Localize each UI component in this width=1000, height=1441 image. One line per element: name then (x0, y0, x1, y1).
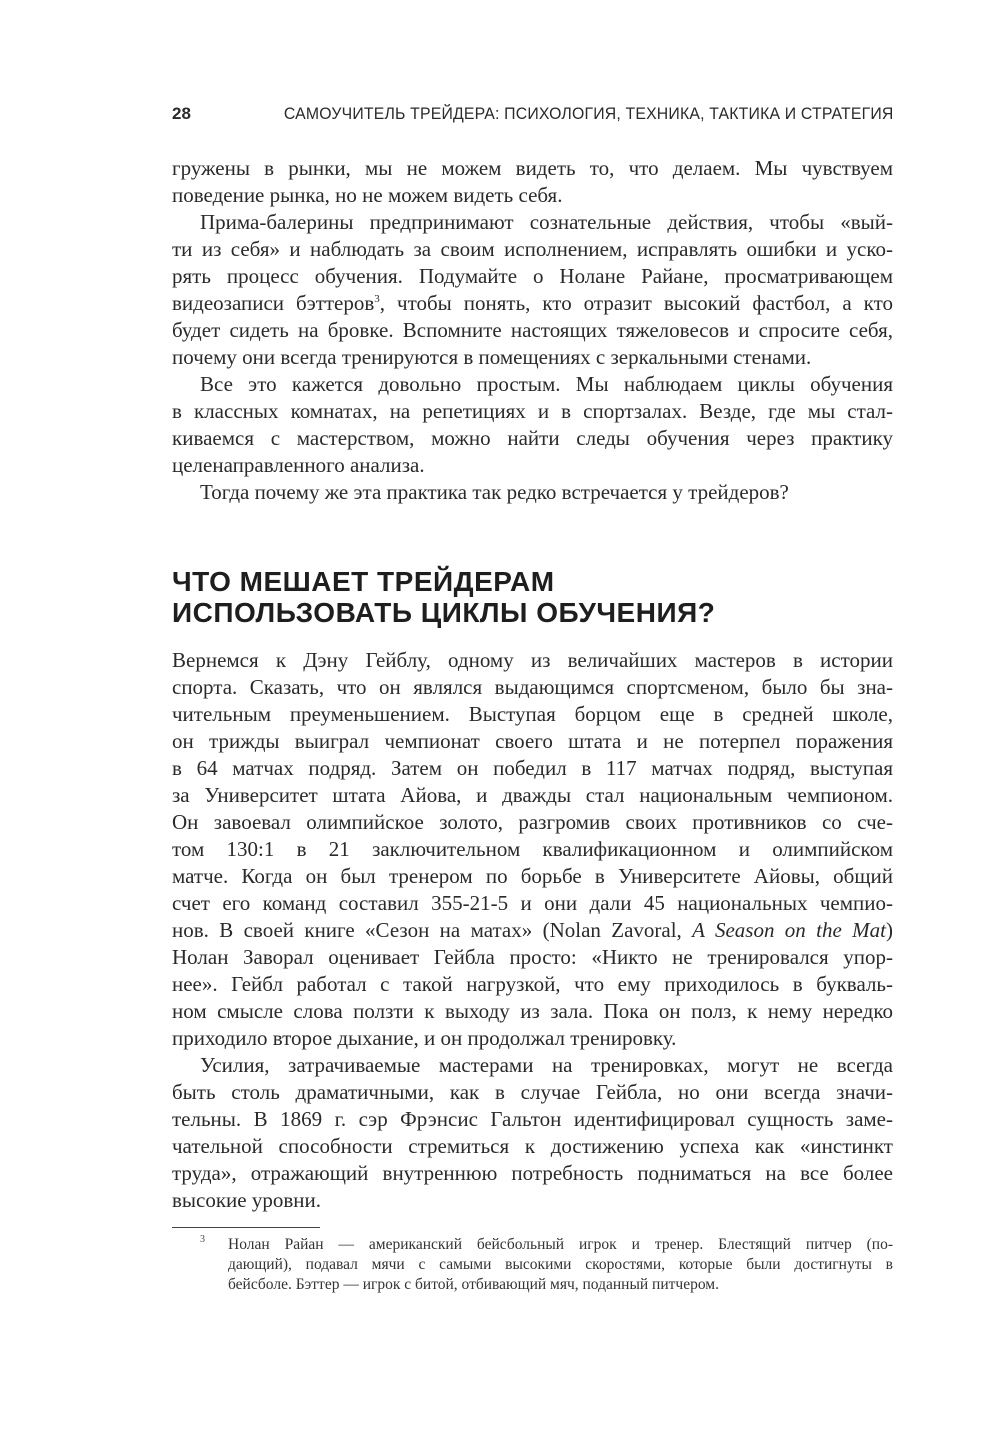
text-line: поведение рынка, но не можем видеть себя. (172, 183, 563, 207)
body-text-section-1 (172, 155, 893, 506)
text-line: Он завоевал олимпийское золото, разгромив своих противников со сче- (172, 810, 893, 834)
text-line (172, 290, 893, 317)
heading-line: ИСПОЛЬЗОВАТЬ ЦИКЛЫ ОБУЧЕНИЯ? (172, 597, 716, 628)
footnote (228, 1235, 893, 1295)
text-line: рять процесс обучения. Подумайте о Нолане Райане, просматривающем (172, 264, 893, 288)
section-heading (172, 566, 715, 628)
footnote-line: Нолан Райан — американский бейсбольный игрок и тренер. Блестящий питчер (по- (228, 1236, 893, 1253)
footnote-divider (172, 1227, 320, 1228)
text-line (172, 917, 893, 944)
running-title: САМОУЧИТЕЛЬ ТРЕЙДЕРА: ПСИХОЛОГИЯ, ТЕХНИКА, ТАКТИКА И СТРАТЕГИЯ (283, 104, 893, 123)
text-line: Тогда почему же эта практика так редко встречается у трейдеров? (200, 480, 789, 504)
footnote-number: 3 (200, 1234, 205, 1245)
text-line: высокие уровни. (172, 1188, 321, 1212)
text-line: целенаправленного анализа. (172, 453, 425, 477)
text-line: спорта. Сказать, что он являлся выдающимся спортсменом, было бы зна- (172, 675, 893, 699)
footnote-line: бейсболе. Бэттер — игрок с битой, отбивающий мяч, поданный питчером. (228, 1276, 719, 1293)
text-line: чительным преуменьшением. Выступая борцом еще в средней школе, (172, 702, 893, 726)
text-line: он трижды выиграл чемпионат своего штата и не потерпел поражения (172, 729, 893, 753)
text-line: Все это кажется довольно простым. Мы наблюдаем циклы обучения (200, 372, 893, 396)
text-line: почему они всегда тренируются в помещениях с зеркальными стенами. (172, 345, 812, 369)
text-fragment: видеозаписи бэттеров (172, 291, 375, 315)
text-line: гружены в рынки, мы не можем видеть то, что делаем. Мы чувствуем (172, 156, 893, 180)
text-line: киваемся с мастерством, можно найти следы обучения через практику (172, 426, 893, 450)
footnote-reference[interactable]: 3 (374, 293, 380, 305)
text-line: тельны. В 1869 г. сэр Фрэнсис Гальтон идентифицировал сущность заме- (172, 1107, 893, 1131)
footnote-line: дающий), подавал мячи с самыми высокими скоростями, которые были достигнуты в (228, 1256, 893, 1273)
text-line: Усилия, затрачиваемые мастерами на тренировках, могут не всегда (200, 1053, 893, 1077)
text-line: в классных комнатах, на репетициях и в спортзалах. Везде, где мы стал- (172, 399, 893, 423)
heading-line: ЧТО МЕШАЕТ ТРЕЙДЕРАМ (172, 566, 555, 597)
text-line: матче. Когда он был тренером по борьбе в Университете Айовы, общий (172, 864, 893, 888)
text-fragment: , чтобы понять, кто отразит высокий фастбол, а кто (379, 291, 893, 315)
running-header (172, 104, 893, 128)
body-text-section-2 (172, 647, 893, 1214)
text-fragment: нов. В своей книге «Сезон на матах» (Nolan Zavoral, (172, 918, 693, 942)
text-line: чательной способности стремиться к достижению успеха как «инстинкт (172, 1134, 893, 1158)
text-line: Нолан Заворал оценивает Гейбла просто: «Никто не тренировался упор- (172, 945, 893, 969)
text-line: счет его команд составил 355-21-5 и они дали 45 национальных чемпио- (172, 891, 893, 915)
text-fragment: ) (885, 918, 893, 942)
text-line: будет сидеть на бровке. Вспомните настоящих тяжеловесов и спросите себя, (172, 318, 893, 342)
book-title: A Season on the Mat (692, 918, 886, 942)
page-number: 28 (172, 104, 191, 123)
text-line: Прима-балерины предпринимают сознательные действия, чтобы «вый- (200, 210, 893, 234)
text-line: быть столь драматичными, как в случае Гейбла, но они всегда значи- (172, 1080, 893, 1104)
text-line: ном смысле слова ползти к выходу из зала. Пока он полз, к нему нередко (172, 999, 893, 1023)
text-line: приходило второе дыхание, и он продолжал тренировку. (172, 1026, 677, 1050)
text-line: том 130:1 в 21 заключительном квалификационном и олимпийском (172, 837, 893, 861)
text-line: за Университет штата Айова, и дважды стал национальным чемпионом. (172, 783, 893, 807)
text-line: нее». Гейбл работал с такой нагрузкой, что ему приходилось в букваль- (172, 972, 893, 996)
text-line: в 64 матчах подряд. Затем он победил в 117 матчах подряд, выступая (172, 756, 893, 780)
text-line: Вернемся к Дэну Гейблу, одному из величайших мастеров в истории (172, 648, 893, 672)
text-line: ти из себя» и наблюдать за своим исполнением, исправлять ошибки и уско- (172, 237, 893, 261)
text-line: труда», отражающий внутреннюю потребность подниматься на все более (172, 1161, 893, 1185)
